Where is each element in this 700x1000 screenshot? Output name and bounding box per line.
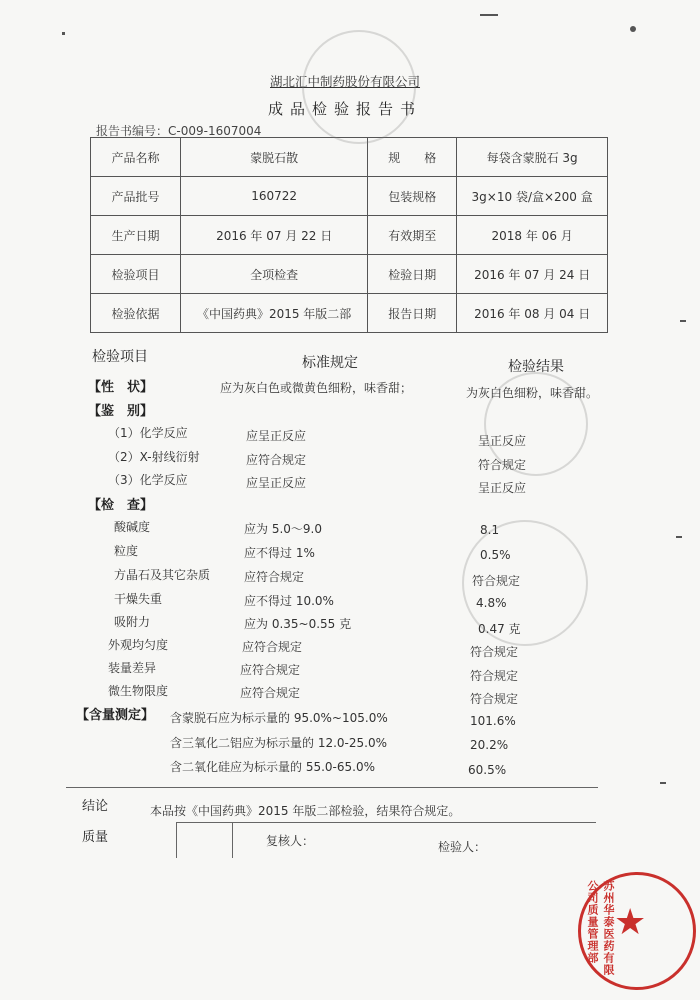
scan-speck	[480, 14, 498, 16]
ident-item-3-standard: 应呈正反应	[246, 476, 307, 490]
insp-item-3-standard: 应符合规定	[244, 570, 305, 584]
divider	[176, 822, 177, 858]
character-standard: 应为灰白色或微黄色细粉，味香甜；	[220, 381, 413, 395]
batch-value: 160722	[180, 177, 367, 216]
batch-label: 产品批号	[91, 177, 181, 216]
inspection-item-label: 检验项目	[91, 255, 181, 294]
insp-item-6-result: 符合规定	[470, 645, 519, 659]
product-info-table	[90, 137, 608, 333]
insp-item-5-name: 吸附力	[114, 615, 151, 629]
table-row	[91, 177, 608, 216]
insp-item-2-name: 粒度	[114, 544, 139, 558]
inspection-date-value: 2016 年 07 月 24 日	[457, 255, 608, 294]
insp-item-8-name: 微生物限度	[108, 684, 169, 698]
conclusion-label: 结论	[82, 799, 109, 814]
insp-item-4-result: 4.8%	[476, 596, 507, 610]
assay-item-1-standard: 含蒙脱石应为标示量的 95.0%~105.0%	[170, 711, 388, 725]
ident-item-1-name: （1）化学反应	[108, 426, 188, 440]
insp-item-7-result: 符合规定	[470, 669, 519, 683]
insp-item-2-standard: 应不得过 1%	[244, 546, 315, 560]
insp-item-4-name: 干燥失重	[114, 592, 163, 606]
inspection-item-value: 全项检查	[180, 255, 367, 294]
basis-value: 《中国药典》2015 年版二部	[180, 294, 367, 333]
production-date-label: 生产日期	[91, 216, 181, 255]
scan-speck	[676, 536, 682, 538]
spec-value: 每袋含蒙脱石 3g	[457, 138, 608, 177]
scan-speck	[680, 320, 686, 322]
package-label: 包装规格	[368, 177, 457, 216]
scan-speck	[660, 782, 666, 784]
insp-item-1-standard: 应为 5.0～9.0	[244, 522, 322, 536]
insp-item-3-result: 符合规定	[472, 574, 521, 588]
results-header-item: 检验项目	[92, 349, 148, 365]
stamp-text: 苏州华泰医药有限公司质量管理部	[586, 880, 615, 976]
insp-item-8-result: 符合规定	[470, 692, 519, 706]
insp-item-2-result: 0.5%	[480, 548, 511, 562]
faint-stamp	[462, 520, 588, 646]
scan-speck	[630, 26, 636, 32]
ident-item-2-name: （2）X-射线衍射	[108, 450, 200, 464]
divider	[176, 822, 596, 823]
ident-item-1-standard: 应呈正反应	[246, 429, 307, 443]
insp-item-1-result: 8.1	[480, 523, 500, 537]
table-row	[91, 255, 608, 294]
insp-item-6-name: 外观均匀度	[108, 638, 169, 652]
insp-item-3-name: 方晶石及其它杂质	[114, 568, 211, 582]
company-name: 湖北汇中制药股份有限公司	[270, 74, 421, 89]
insp-item-6-standard: 应符合规定	[242, 640, 303, 654]
results-header-result: 检验结果	[508, 359, 564, 375]
assay-item-1-result: 101.6%	[470, 714, 516, 728]
report-date-value: 2016 年 08 月 04 日	[457, 294, 608, 333]
report-number: 报告书编号：C-009-1607004	[96, 124, 262, 138]
faint-stamp	[302, 30, 416, 144]
insp-item-8-standard: 应符合规定	[240, 686, 301, 700]
results-header-standard: 标准规定	[302, 355, 358, 371]
reviewer-label: 复核人：	[266, 834, 315, 848]
inspection-date-label: 检验日期	[368, 255, 457, 294]
scan-speck	[62, 32, 65, 35]
insp-item-7-standard: 应符合规定	[240, 663, 301, 677]
report-date-label: 报告日期	[368, 294, 457, 333]
divider	[232, 822, 233, 858]
expiry-label: 有效期至	[368, 216, 457, 255]
quality-label: 质量	[82, 830, 109, 845]
table-row	[91, 294, 608, 333]
divider	[66, 787, 598, 788]
inspection-label: 【检 查】	[88, 498, 154, 513]
ident-item-2-result: 符合规定	[478, 458, 527, 472]
insp-item-5-standard: 应为 0.35~0.55 克	[244, 617, 352, 631]
basis-label: 检验依据	[91, 294, 181, 333]
identification-label: 【鉴 别】	[88, 404, 154, 419]
product-name-value: 蒙脱石散	[180, 138, 367, 177]
faint-stamp	[484, 372, 588, 476]
product-name-label: 产品名称	[91, 138, 181, 177]
table-row	[91, 138, 608, 177]
table-row	[91, 216, 608, 255]
assay-item-2-result: 20.2%	[470, 738, 509, 752]
production-date-value: 2016 年 07 月 22 日	[180, 216, 367, 255]
character-result: 为灰白色细粉，味香甜。	[466, 386, 599, 400]
insp-item-4-standard: 应不得过 10.0%	[244, 594, 334, 608]
package-value: 3g×10 袋/盒×200 盒	[457, 177, 608, 216]
star-icon: ★	[614, 902, 647, 943]
assay-item-3-standard: 含二氧化硅应为标示量的 55.0-65.0%	[170, 760, 375, 774]
ident-item-2-standard: 应符合规定	[246, 453, 307, 467]
expiry-value: 2018 年 06 月	[457, 216, 608, 255]
assay-item-2-standard: 含三氧化二铝应为标示量的 12.0-25.0%	[170, 736, 387, 750]
document-title: 成品检验报告书	[268, 100, 423, 118]
inspector-label: 检验人：	[438, 840, 487, 854]
assay-label: 【含量测定】	[76, 708, 155, 723]
spec-label: 规 格	[368, 138, 457, 177]
insp-item-7-name: 装量差异	[108, 661, 157, 675]
ident-item-3-result: 呈正反应	[478, 481, 527, 495]
ident-item-3-name: （3）化学反应	[108, 473, 188, 487]
character-label: 【性 状】	[88, 380, 154, 395]
insp-item-5-result: 0.47 克	[478, 622, 521, 636]
assay-item-3-result: 60.5%	[468, 763, 507, 777]
insp-item-1-name: 酸碱度	[114, 520, 151, 534]
ident-item-1-result: 呈正反应	[478, 434, 527, 448]
conclusion-text: 本品按《中国药典》2015 年版二部检验，结果符合规定。	[150, 804, 461, 818]
